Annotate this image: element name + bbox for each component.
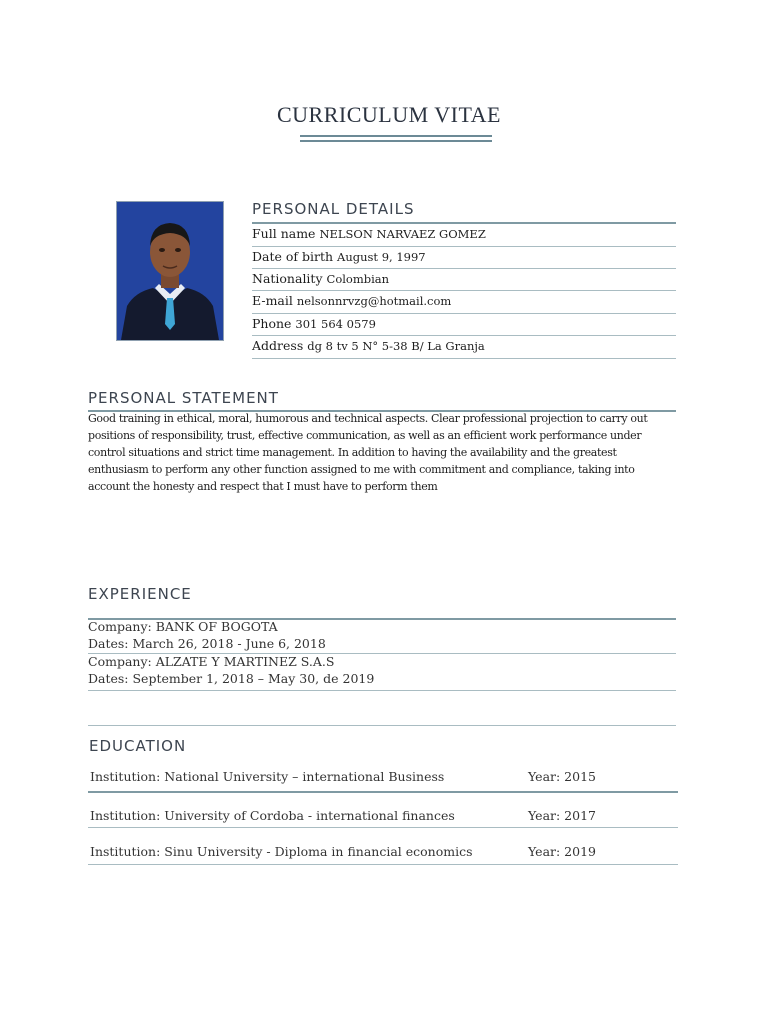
- education-divider: [88, 791, 678, 793]
- education-year: Year: 2017: [528, 808, 596, 823]
- detail-label: Phone: [252, 316, 292, 331]
- education-heading: EDUCATION: [89, 737, 187, 755]
- detail-divider: [252, 290, 676, 291]
- title-underline-bottom: [300, 140, 492, 142]
- personal-statement-heading: PERSONAL STATEMENT: [88, 389, 279, 407]
- detail-label: Nationality: [252, 271, 323, 286]
- detail-label: E-mail: [252, 293, 293, 308]
- title-underline-top: [300, 135, 492, 137]
- detail-value: Colombian: [326, 272, 390, 286]
- personal-details-heading: PERSONAL DETAILS: [252, 200, 415, 218]
- education-institution: Institution: University of Cordoba - international finances: [90, 808, 455, 823]
- education-institution: Institution: National University – international Business: [90, 769, 445, 784]
- detail-value: nelsonnrvzg@hotmail.com: [296, 294, 452, 308]
- education-divider: [88, 827, 678, 828]
- detail-value: August 9, 1997: [337, 250, 426, 264]
- experience-divider: [88, 690, 676, 691]
- detail-divider: [252, 246, 676, 247]
- education-institution: Institution: Sinu University - Diploma in financial economics: [90, 844, 473, 859]
- detail-address: [252, 338, 485, 353]
- profile-photo: [116, 201, 224, 341]
- section-divider: [88, 725, 676, 726]
- education-divider: [88, 864, 678, 865]
- detail-nationality: [252, 271, 389, 286]
- detail-label: Full name: [252, 226, 316, 241]
- detail-label: Address: [252, 338, 304, 353]
- detail-value: 301 564 0579: [295, 317, 376, 331]
- detail-date-of-birth: [252, 249, 426, 264]
- detail-value: dg 8 tv 5 N° 5-38 B/ La Granja: [307, 339, 485, 353]
- detail-divider: [252, 335, 676, 336]
- education-year: Year: 2015: [528, 769, 596, 784]
- experience-company: Company: ALZATE Y MARTINEZ S.A.S: [88, 654, 335, 669]
- experience-heading: EXPERIENCE: [88, 585, 192, 603]
- experience-dates: Dates: March 26, 2018 - June 6, 2018: [88, 636, 326, 651]
- detail-full-name: [252, 226, 486, 241]
- person-portrait-icon: [117, 202, 223, 340]
- detail-value: NELSON NARVAEZ GOMEZ: [319, 227, 486, 241]
- experience-company: Company: BANK OF BOGOTA: [88, 619, 278, 634]
- detail-label: Date of birth: [252, 249, 334, 264]
- detail-divider: [252, 313, 676, 314]
- detail-divider: [252, 268, 676, 269]
- personal-statement-text: Good training in ethical, moral, humorous and technical aspects. Clear professional projection to carry out positions of responsibility, trust, effective communication, as well as an efficient work performance under control situations and strict time management. In addition to having the availability and the greatest enthusiasm to perform any other function assigned to me with commitment and compliance, taking into account the honesty and respect that I must have to perform them: [88, 412, 648, 493]
- personal-details-rule: [252, 222, 676, 224]
- detail-divider: [252, 358, 676, 359]
- detail-email: [252, 293, 451, 308]
- detail-phone: [252, 316, 376, 331]
- education-year: Year: 2019: [528, 844, 596, 859]
- document-title: CURRICULUM VITAE: [276, 102, 501, 127]
- experience-dates: Dates: September 1, 2018 – May 30, de 2019: [88, 671, 375, 686]
